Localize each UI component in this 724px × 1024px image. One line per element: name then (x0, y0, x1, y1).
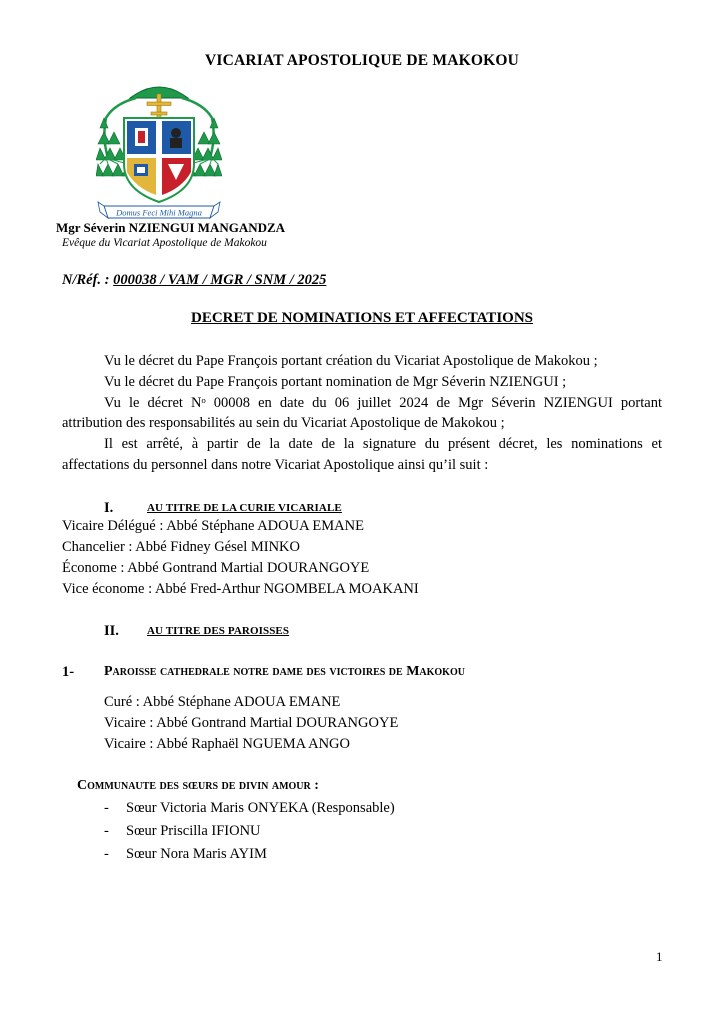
bishop-title: Evêque du Vicariat Apostolique de Makokou (62, 237, 267, 249)
reference-value: 000038 / VAM / MGR / SNM / 2025 (113, 272, 327, 288)
page-number: 1 (656, 949, 663, 964)
curia-item: Économe : Abbé Gontrand Martial DOURANGOYE (62, 560, 370, 576)
bullet-dash: - (104, 846, 109, 862)
coat-of-arms (96, 78, 222, 228)
curia-item: Vice économe : Abbé Fred-Arthur NGOMBELA MOAKANI (62, 581, 419, 597)
preamble-line-3b: attribution des responsabilités au sein du Vicariat Apostolique de Makokou ; (62, 415, 505, 431)
community-name: Communaute des sœurs de divin amour : (77, 778, 319, 793)
reference-prefix: N/Réf. : (62, 272, 110, 288)
preamble-line-3a: Vu le décret Nᵒ 00008 en date du 06 juillet 2024 de Mgr Séverin NZIENGUI portant (104, 395, 662, 411)
parish-staff-item: Vicaire : Abbé Raphaël NGUEMA ANGO (104, 736, 350, 752)
motto-text: Domus Feci Mihi Magna (116, 207, 202, 218)
section-2-number: II. (104, 623, 119, 639)
preamble-line-2: Vu le décret du Pape François portant nomination de Mgr Séverin NZIENGUI ; (104, 374, 567, 390)
curia-item: Vicaire Délégué : Abbé Stéphane ADOUA EMANE (62, 518, 364, 534)
curia-item: Chancelier : Abbé Fidney Gésel MINKO (62, 539, 300, 555)
section-2-label: AU TITRE DES PAROISSES (147, 625, 290, 637)
parish-staff-item: Vicaire : Abbé Gontrand Martial DOURANGOYE (104, 715, 399, 731)
section-1-number: I. (104, 500, 114, 516)
community-member: Sœur Victoria Maris ONYEKA (Responsable) (126, 800, 395, 816)
vicariate-title: VICARIAT APOSTOLIQUE DE MAKOKOU (204, 52, 520, 69)
preamble-line-1: Vu le décret du Pape François portant création du Vicariat Apostolique de Makokou ; (104, 353, 598, 369)
section-1-label: AU TITRE DE LA CURIE VICARIALE (147, 502, 342, 514)
bullet-dash: - (104, 800, 109, 816)
community-member: Sœur Priscilla IFIONU (126, 823, 261, 839)
parish-staff-item: Curé : Abbé Stéphane ADOUA EMANE (104, 694, 341, 710)
parish-name: Paroisse cathedrale notre dame des victoires de Makokou (104, 664, 465, 679)
community-member: Sœur Nora Maris AYIM (126, 846, 267, 862)
preamble-line-4b: affectations du personnel dans notre Vicariat Apostolique ainsi qu’il suit : (62, 457, 489, 473)
parish-number: 1- (62, 664, 75, 680)
reference-number (62, 272, 326, 289)
decree-title: DECRET DE NOMINATIONS ET AFFECTATIONS (190, 310, 533, 326)
bishop-name: Mgr Séverin NZIENGUI MANGANDZA (56, 220, 286, 235)
preamble-line-4a: Il est arrêté, à partir de la date de la signature du présent décret, les nominations et (104, 436, 662, 452)
bullet-dash: - (104, 823, 109, 839)
